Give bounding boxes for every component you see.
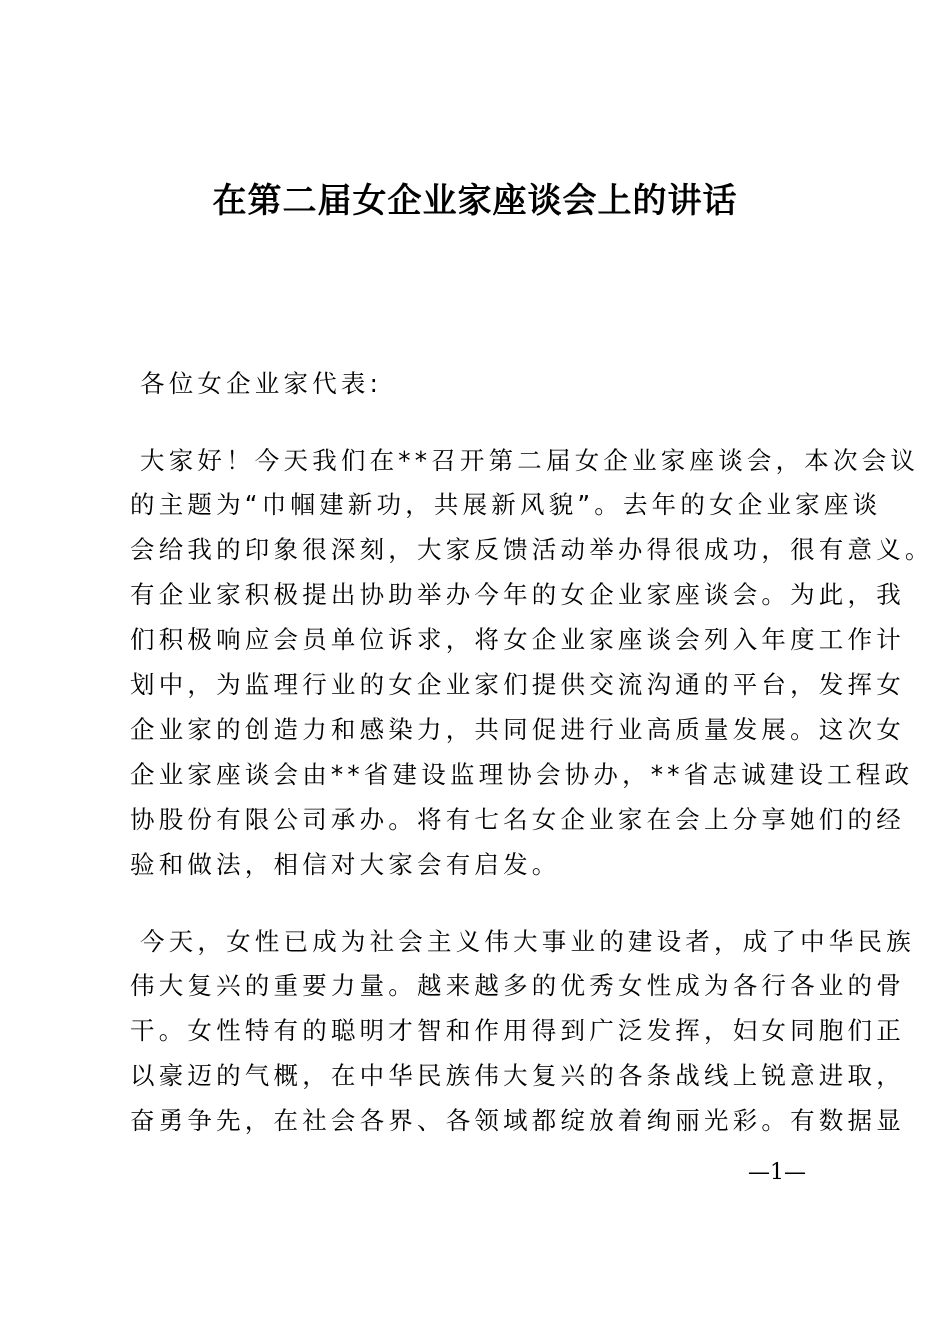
- paragraph-line: 奋勇争先，在社会各界、各领域都绽放着绚丽光彩。有数据显: [130, 1106, 905, 1135]
- paragraph-line: 干。女性特有的聪明才智和作用得到广泛发挥，妇女同胞们正: [130, 1016, 905, 1045]
- paragraph-line: 的主题为“巾帼建新功，共展新风貌”。去年的女企业家座谈: [130, 490, 882, 519]
- page-number: —1—: [748, 1160, 806, 1185]
- paragraph-line: 今天，女性已成为社会主义伟大事业的建设者，成了中华民族: [140, 927, 915, 956]
- salutation: 各位女企业家代表:: [140, 369, 383, 398]
- document-title: 在第二届女企业家座谈会上的讲话: [212, 181, 738, 221]
- paragraph-line: 们积极响应会员单位诉求，将女企业家座谈会列入年度工作计: [130, 625, 905, 654]
- paragraph-line: 伟大复兴的重要力量。越来越多的优秀女性成为各行各业的骨: [130, 971, 905, 1000]
- paragraph-line: 大家好！今天我们在**召开第二届女企业家座谈会，本次会议: [140, 446, 920, 475]
- paragraph-line: 企业家座谈会由**省建设监理协会协办，**省志诚建设工程政: [130, 760, 914, 789]
- paragraph-line: 会给我的印象很深刻，大家反馈活动举办得很成功，很有意义。: [130, 535, 934, 564]
- paragraph-line: 以豪迈的气概，在中华民族伟大复兴的各条战线上锐意进取，: [130, 1061, 905, 1090]
- paragraph-line: 划中，为监理行业的女企业家们提供交流沟通的平台，发挥女: [130, 670, 905, 699]
- paragraph-line: 有企业家积极提出协助举办今年的女企业家座谈会。为此，我: [130, 580, 905, 609]
- paragraph-line: 协股份有限公司承办。将有七名女企业家在会上分享她们的经: [130, 805, 905, 834]
- paragraph-line: 验和做法，相信对大家会有启发。: [130, 850, 561, 879]
- paragraph-line: 企业家的创造力和感染力，共同促进行业高质量发展。这次女: [130, 715, 905, 744]
